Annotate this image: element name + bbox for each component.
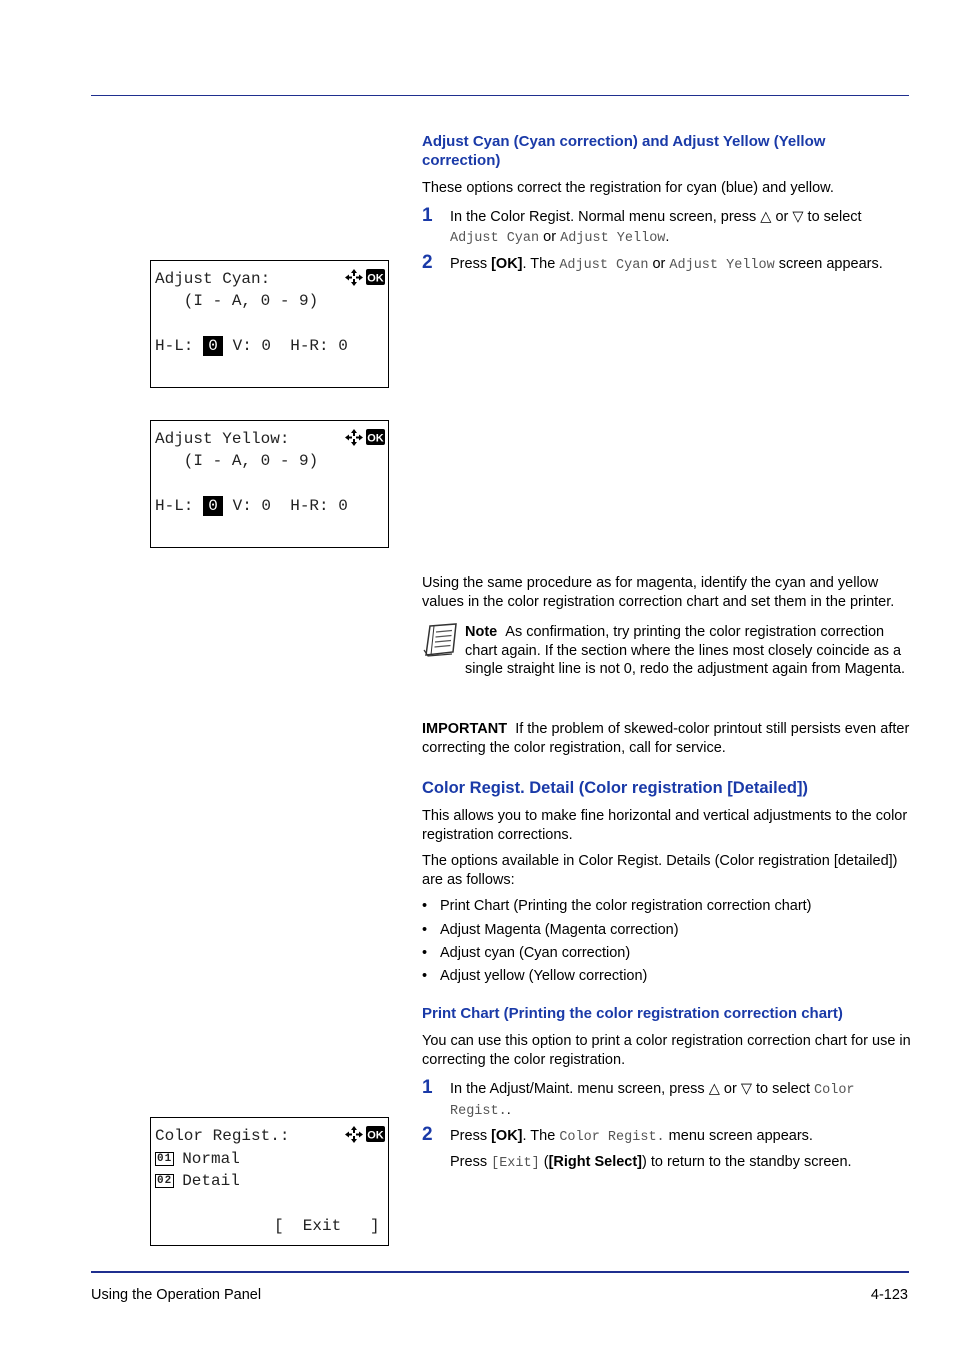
procedure-paragraph: Using the same procedure as for magenta, identify the cyan and yellow values in the color registration correction chart and set them in the printer. [422,575,895,610]
menu-item-label: Normal [182,1150,240,1168]
list-item-text: Print Chart (Printing the color registration correction chart) [440,898,812,914]
step-text-part: . The [522,1128,560,1144]
note-icon [422,622,460,658]
step-text-part: In the Adjust/Maint. menu screen, press △ or ▽ to select [450,1081,815,1097]
bottom-rule [91,1271,909,1273]
list-item: • Adjust cyan (Cyan correction) [422,945,631,961]
important-text: If the problem of skewed-color printout still persists even after correcting the color registration, call for service. [422,721,910,756]
lcd-title: Color Regist.: [155,1127,290,1145]
top-rule [91,95,909,96]
screen-name-adjust-yellow: Adjust Yellow [669,258,775,273]
footer-page-number: 4-123 [870,1287,908,1303]
section-heading-adjust-cyan-yellow: Adjust Cyan (Cyan correction) and Adjust Yellow (Yellow correction) [422,133,826,169]
move-ok-icon [345,429,385,446]
menu-item-color-regist: Color Regist. [450,1083,855,1119]
screen-name-color-regist: Color Regist. [559,1130,665,1145]
step-text-part: menu screen appears. [664,1128,813,1144]
exit-key-label: [Exit] [491,1156,540,1171]
lcd-values [155,336,348,356]
list-item-text: Adjust cyan (Cyan correction) [440,945,631,961]
lcd-values [155,496,348,516]
list-item-text: Adjust yellow (Yellow correction) [440,968,648,984]
step-text-part: In the Color Regist. Normal menu screen, press △ or ▽ to select [450,209,862,225]
lcd-range: (I - A, 0 - 9) [155,452,319,470]
step-text-part: Press [450,256,492,272]
move-ok-icon [345,1126,385,1143]
menu-item-adjust-yellow: Adjust Yellow [560,230,666,246]
step-number: 1 [422,1077,433,1098]
step-text-part: . [665,228,670,245]
step-text-part: screen appears. [774,256,883,272]
note-block [465,623,910,679]
step-text [450,1080,910,1121]
lcd-title: Adjust Yellow: [155,430,290,448]
list-item: • Print Chart (Printing the color registration correction chart) [422,898,812,914]
step-text [450,255,930,276]
step-text [450,1127,920,1148]
note-text: As confirmation, try printing the color registration correction chart again. If the section where the lines most closely coincide as a single straight line is not 0, redo the adjustment again from Magenta. [465,624,906,678]
section-intro: You can use this option to print a color registration correction chart for use in correcting the color registration. [422,1033,911,1068]
menu-number-badge: 01 [157,1153,173,1165]
menu-item-adjust-cyan: Adjust Cyan [450,230,540,246]
important-label: IMPORTANT [422,721,508,737]
step-text-part: or [648,256,670,272]
lcd-menu-item-detail [155,1171,240,1191]
important-block [422,720,912,757]
step-number: 2 [422,1124,433,1145]
section-paragraph: The options available in Color Regist. Details (Color registration [detailed]) are as follows: [422,853,898,888]
right-select-key-label: [Right Select] [548,1154,643,1170]
list-item-text: Adjust Magenta (Magenta correction) [440,922,679,938]
lcd-screen-color-regist [150,1117,389,1246]
screen-name-adjust-cyan: Adjust Cyan [559,258,649,273]
section-intro: These options correct the registration for cyan (blue) and yellow. [422,180,834,196]
hl-value-cursor: 0 [203,496,223,516]
hl-label: H-L: [155,497,204,515]
step-number: 1 [422,205,433,226]
ok-key-label: [OK] [491,256,523,272]
section-paragraph: This allows you to make fine horizontal and vertical adjustments to the color registration corrections. [422,808,908,843]
step-text-part: ) to return to the standby screen. [642,1154,852,1170]
lcd-screen-adjust-cyan [150,260,389,388]
step-text-part: . The [522,256,560,272]
menu-number-badge: 02 [157,1175,173,1187]
menu-item-label: Detail [182,1172,240,1190]
hl-label: H-L: [155,337,204,355]
note-label: Note [465,624,498,640]
section-heading-color-regist-detail: Color Regist. Detail (Color registration [Detailed]) [422,779,808,797]
lcd-title: Adjust Cyan: [155,270,271,288]
list-item: • Adjust Magenta (Magenta correction) [422,922,679,938]
ok-label: OK [367,1129,384,1142]
ok-label: OK [367,272,384,285]
ok-label: OK [367,432,384,445]
lcd-exit-softkey: [ Exit ] [274,1217,380,1235]
list-item: • Adjust yellow (Yellow correction) [422,968,648,984]
step-text-part: or [543,228,557,245]
step-text [450,208,920,248]
lcd-screen-adjust-yellow [150,420,389,548]
lcd-menu-item-normal [155,1149,240,1169]
section-heading-print-chart: Print Chart (Printing the color registration correction chart) [422,1005,843,1022]
step-text-part: ( [539,1154,549,1170]
v-hr-values: V: 0 H-R: 0 [223,337,348,355]
ok-key-label: [OK] [491,1128,523,1144]
step-number: 2 [422,252,433,273]
step-text-part: Press [450,1154,492,1170]
footer-section-title: Using the Operation Panel [91,1287,262,1303]
hl-value-cursor: 0 [203,336,223,356]
step-text-part: . [506,1101,511,1118]
v-hr-values: V: 0 H-R: 0 [223,497,348,515]
step-text-part: Press [450,1128,492,1144]
lcd-range: (I - A, 0 - 9) [155,292,319,310]
move-ok-icon [345,269,385,286]
step-text [450,1153,920,1174]
